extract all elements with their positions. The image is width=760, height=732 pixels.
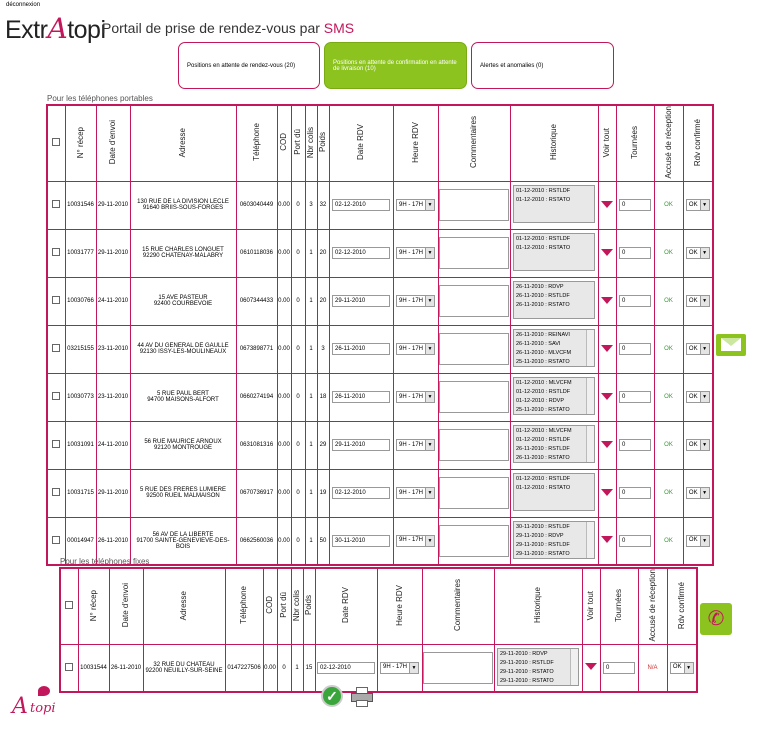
comment-textarea[interactable] (439, 429, 509, 461)
col-nbr-colis: Nbr colis (291, 568, 303, 644)
nbr-colis: 1 (305, 517, 317, 565)
row-checkbox[interactable] (47, 325, 65, 373)
comment-textarea[interactable] (439, 381, 509, 413)
chevron-down-icon: ▼ (700, 440, 709, 450)
tournee-input[interactable]: 0 (619, 391, 651, 403)
logo-a: A (47, 12, 68, 45)
table-row (47, 229, 713, 277)
col-accuse: Accusé de réception (638, 568, 667, 644)
col-poids: Poids (303, 568, 315, 644)
history-entry: 01-12-2010 : RSTLDF (516, 476, 571, 482)
history-entry: 26-11-2010 : RSTATO (516, 455, 570, 461)
poids: 20 (317, 229, 329, 277)
recep-number: 10030766 (65, 277, 96, 325)
chevron-down-icon: ▼ (425, 248, 434, 258)
col-historique: Historique (510, 105, 598, 181)
table-row (47, 277, 713, 325)
table-row (47, 373, 713, 421)
col-commentaires: Commentaires (438, 105, 510, 181)
telephone: 0607344433 (236, 277, 277, 325)
history-entry: 01-12-2010 : RDVP (516, 398, 564, 404)
chevron-down-icon: ▼ (700, 248, 709, 258)
accuse-status: N/A (638, 644, 667, 692)
recep-number: 10031546 (65, 181, 96, 229)
tab-alerts[interactable]: Alertes et anomalies (0) (471, 42, 614, 89)
show-all-triangle-icon[interactable] (601, 441, 613, 448)
history-entry: 01-12-2010 : RSTLDF (516, 437, 571, 443)
print-icon[interactable] (351, 687, 373, 707)
chevron-down-icon: ▼ (425, 296, 434, 306)
rdv-hour-select[interactable]: 9H - 17H ▼ (396, 247, 435, 259)
address: 44 AV DU GENERAL DE GAULLE 92130 ISSY-LES-MOULINEAUX (130, 325, 236, 373)
chevron-down-icon: ▼ (700, 488, 709, 498)
rdv-date-input[interactable]: 29-11-2010 (332, 295, 390, 307)
send-date: 26-11-2010 (96, 517, 130, 565)
rdv-confirm-select[interactable]: OK ▼ (686, 391, 710, 403)
port-du: 0 (291, 421, 305, 469)
cod: 0.00 (277, 277, 291, 325)
rdv-date-input[interactable]: 26-11-2010 (332, 391, 390, 403)
col-tournees: Tournées (616, 105, 654, 181)
col-adresse: Adresse (130, 105, 236, 181)
rdv-hour-select[interactable]: 9H - 17H ▼ (396, 487, 435, 499)
show-all-triangle-icon[interactable] (601, 393, 613, 400)
telephone: 0662560036 (236, 517, 277, 565)
address: 130 RUE DE LA DIVISION LECLE 91640 BRIIS-SOUS-FORGES (130, 181, 236, 229)
history-entry: 26-11-2010 : RSTLDF (516, 446, 570, 452)
send-date: 26-11-2010 (109, 644, 143, 692)
send-date: 24-11-2010 (96, 421, 130, 469)
col-commentaires: Commentaires (422, 568, 494, 644)
accuse-status: OK (654, 181, 683, 229)
history-entry: 01-12-2010 : RSTLDF (516, 236, 571, 242)
col-port-du: Port dû (291, 105, 305, 181)
chevron-down-icon: ▼ (409, 663, 418, 673)
address: 5 RUE PAUL BERT 94700 MAISONS-ALFORT (130, 373, 236, 421)
rdv-date-input[interactable]: 02-12-2010 (332, 247, 390, 259)
history-entry: 01-12-2010 : RSTLDF (516, 389, 571, 395)
rdv-date-input[interactable]: 02-12-2010 (317, 662, 375, 674)
history-entry: 26-11-2010 : RSTATO (516, 302, 570, 308)
nbr-colis: 1 (305, 325, 317, 373)
rdv-confirm-select[interactable]: OK ▼ (686, 247, 710, 259)
history-entry: 01-12-2010 : RSTATO (516, 485, 571, 491)
poids: 20 (317, 277, 329, 325)
col-heure-rdv: Heure RDV (377, 568, 422, 644)
col-rdv-confirme: Rdv confirmé (683, 105, 713, 181)
tab-pending-confirmation[interactable]: Positions en attente de confirmation en attente de livraison (10) (324, 42, 467, 89)
portal-title: Portail de prise de rendez-vous par SMS (102, 20, 355, 36)
comment-textarea[interactable] (439, 333, 509, 365)
chevron-down-icon: ▼ (700, 536, 709, 546)
accuse-status: OK (654, 469, 683, 517)
tournee-input[interactable]: 0 (619, 199, 651, 211)
recep-number: 10031777 (65, 229, 96, 277)
hummingbird-icon (38, 686, 50, 696)
select-all-checkbox[interactable] (47, 105, 65, 181)
address: 56 RUE MAURICE ARNOUX 92120 MONTROUGE (130, 421, 236, 469)
col-telephone: Téléphone (225, 568, 263, 644)
table-row (47, 325, 713, 373)
accuse-status: OK (654, 229, 683, 277)
rdv-confirm-select[interactable]: OK ▼ (686, 439, 710, 451)
col-date-envoi: Date d'envoi (96, 105, 130, 181)
poids: 15 (303, 644, 315, 692)
recep-number: 00014947 (65, 517, 96, 565)
show-all-triangle-icon[interactable] (601, 201, 613, 208)
tournee-input[interactable]: 0 (619, 247, 651, 259)
history-list[interactable] (513, 473, 595, 511)
show-all-triangle-icon[interactable] (601, 249, 613, 256)
table-row (47, 181, 713, 229)
show-all-triangle-icon[interactable] (601, 297, 613, 304)
port-du: 0 (291, 469, 305, 517)
col-cod: COD (263, 568, 277, 644)
address: 15 RUE CHARLES LONGUET 92290 CHATENAY-MALABRY (130, 229, 236, 277)
nbr-colis: 1 (305, 373, 317, 421)
nbr-colis: 3 (305, 181, 317, 229)
rdv-confirm-select[interactable]: OK ▼ (686, 343, 710, 355)
telephone: 0670736917 (236, 469, 277, 517)
recep-number: 10031715 (65, 469, 96, 517)
extratopi-logo (5, 12, 106, 45)
fixed-table (59, 567, 698, 693)
history-entry: 26-11-2010 : MLVCFM (516, 350, 572, 356)
tournee-input[interactable]: 0 (619, 295, 651, 307)
accuse-status: OK (654, 517, 683, 565)
history-entry: 26-11-2010 : RDVP (516, 284, 564, 290)
telephone: 0660274194 (236, 373, 277, 421)
history-entry: 29-11-2010 : RSTLDF (500, 659, 554, 666)
history-entry: 26-11-2010 : RSTLDF (516, 293, 570, 299)
col-recep: N° récep (78, 568, 109, 644)
tournee-input[interactable]: 0 (603, 662, 635, 674)
comment-textarea[interactable] (439, 237, 509, 269)
col-cod: COD (277, 105, 291, 181)
send-date: 29-11-2010 (96, 229, 130, 277)
footer-atopi-logo: A topi (8, 686, 68, 726)
table-row (47, 421, 713, 469)
send-date: 23-11-2010 (96, 325, 130, 373)
row-checkbox[interactable] (47, 373, 65, 421)
cod: 0.00 (277, 325, 291, 373)
nbr-colis: 1 (305, 421, 317, 469)
rdv-date-input[interactable]: 29-11-2010 (332, 439, 390, 451)
port-du: 0 (291, 325, 305, 373)
cod: 0.00 (277, 517, 291, 565)
cod: 0.00 (277, 421, 291, 469)
rdv-date-input[interactable]: 30-11-2010 (332, 535, 390, 547)
accuse-status: OK (654, 373, 683, 421)
history-list[interactable] (497, 648, 579, 686)
cod: 0.00 (277, 469, 291, 517)
nbr-colis: 1 (305, 277, 317, 325)
history-entry: 29-11-2010 : RDVP (500, 650, 548, 657)
row-checkbox[interactable] (47, 181, 65, 229)
col-tournees: Tournées (600, 568, 638, 644)
poids: 19 (317, 469, 329, 517)
section-mobile-label: Pour les téléphones portables (47, 94, 153, 103)
port-du: 0 (291, 373, 305, 421)
rdv-hour-select[interactable]: 9H - 17H ▼ (396, 439, 435, 451)
port-du: 0 (291, 229, 305, 277)
history-scrollbar[interactable] (570, 649, 578, 685)
chevron-down-icon: ▼ (425, 488, 434, 498)
accuse-status: OK (654, 277, 683, 325)
table-row (47, 469, 713, 517)
col-telephone: Téléphone (236, 105, 277, 181)
history-scrollbar[interactable] (586, 426, 594, 462)
rdv-confirm-select[interactable]: OK ▼ (686, 535, 710, 547)
nbr-colis: 1 (305, 229, 317, 277)
logout-link[interactable]: déconnexion (6, 2, 41, 8)
history-list[interactable] (513, 425, 595, 463)
cod: 0.00 (277, 229, 291, 277)
col-rdv-confirme: Rdv confirmé (667, 568, 697, 644)
col-date-envoi: Date d'envoi (109, 568, 143, 644)
rdv-confirm-select[interactable]: OK ▼ (686, 295, 710, 307)
port-du: 0 (291, 181, 305, 229)
recep-number: 10031544 (78, 644, 109, 692)
history-entry: 30-11-2010 : RSTLDF (516, 523, 570, 530)
history-list[interactable] (513, 521, 595, 559)
mobile-table (46, 104, 714, 566)
rdv-confirm-select[interactable]: OK ▼ (686, 487, 710, 499)
history-entry: 29-11-2010 : RSTATO (500, 668, 554, 675)
history-entry: 26-11-2010 : REINAVI (516, 332, 570, 338)
send-sms-mail-icon[interactable] (716, 334, 746, 356)
history-scrollbar[interactable] (586, 378, 594, 414)
col-accuse: Accusé de réception (654, 105, 683, 181)
history-entry: 01-12-2010 : RSTATO (516, 197, 571, 203)
history-entry: 29-11-2010 : RSTLDF (516, 541, 570, 548)
history-scrollbar[interactable] (586, 522, 594, 558)
row-checkbox[interactable] (47, 229, 65, 277)
cod: 0.00 (263, 644, 277, 692)
comment-textarea[interactable] (439, 285, 509, 317)
comment-textarea[interactable] (423, 652, 493, 684)
col-recep: N° récep (65, 105, 96, 181)
address: 15 AVE PASTEUR 92400 COURBEVOIE (130, 277, 236, 325)
col-heure-rdv: Heure RDV (393, 105, 438, 181)
logo-text-pre: Extr (5, 16, 48, 44)
rdv-hour-select[interactable]: 9H - 17H ▼ (380, 662, 419, 674)
portal-sms: SMS (323, 20, 355, 36)
telephone: 0673898771 (236, 325, 277, 373)
telephone: 0631081316 (236, 421, 277, 469)
col-voir-tout: Voir tout (582, 568, 600, 644)
history-entry: 01-12-2010 : RSTATO (516, 245, 571, 251)
comment-textarea[interactable] (439, 525, 509, 557)
nbr-colis: 1 (305, 469, 317, 517)
col-port-du: Port dû (277, 568, 291, 644)
row-checkbox[interactable] (47, 469, 65, 517)
poids: 3 (317, 325, 329, 373)
history-list[interactable] (513, 281, 595, 319)
mobile-header-row (47, 105, 713, 181)
tournee-input[interactable]: 0 (619, 487, 651, 499)
rdv-hour-select[interactable]: 9H - 17H ▼ (396, 343, 435, 355)
rdv-hour-select[interactable]: 9H - 17H ▼ (396, 391, 435, 403)
tab-pending-rdv[interactable]: Positions en attente de rendez-vous (20) (178, 42, 320, 89)
chevron-down-icon: ▼ (700, 344, 709, 354)
tournee-input[interactable]: 0 (619, 535, 651, 547)
history-scrollbar[interactable] (586, 330, 594, 366)
poids: 29 (317, 421, 329, 469)
send-date: 29-11-2010 (96, 469, 130, 517)
accuse-status: OK (654, 325, 683, 373)
col-poids: Poids (317, 105, 329, 181)
recep-number: 03215155 (65, 325, 96, 373)
chevron-down-icon: ▼ (425, 344, 434, 354)
rdv-hour-select[interactable]: 9H - 17H ▼ (396, 295, 435, 307)
send-date: 24-11-2010 (96, 277, 130, 325)
chevron-down-icon: ▼ (425, 392, 434, 402)
show-all-triangle-icon[interactable] (601, 536, 613, 543)
phone-call-icon[interactable]: ✆ (700, 603, 732, 635)
col-adresse: Adresse (143, 568, 225, 644)
section-fixed-label: Pour les téléphones fixes (60, 557, 150, 566)
chevron-down-icon: ▼ (700, 200, 709, 210)
history-entry: 29-11-2010 : RDVP (516, 532, 564, 539)
history-list[interactable] (513, 377, 595, 415)
show-all-triangle-icon[interactable] (585, 663, 597, 670)
poids: 32 (317, 181, 329, 229)
history-list[interactable] (513, 185, 595, 223)
port-du: 0 (291, 517, 305, 565)
fixed-header-row (60, 568, 697, 644)
accuse-status: OK (654, 421, 683, 469)
chevron-down-icon: ▼ (684, 663, 693, 673)
rdv-date-input[interactable]: 26-11-2010 (332, 343, 390, 355)
history-entry: 01-12-2010 : RSTLDF (516, 188, 571, 194)
col-nbr-colis: Nbr colis (305, 105, 317, 181)
col-date-rdv: Date RDV (329, 105, 393, 181)
tournee-input[interactable]: 0 (619, 439, 651, 451)
history-entry: 29-11-2010 : RSTATO (516, 550, 570, 557)
address: 56 AV DE LA LIBERTE 91700 SAINTE-GENEVIEVE-DES-BOIS (130, 517, 236, 565)
history-entry: 25-11-2010 : RSTATO (516, 407, 570, 413)
chevron-down-icon: ▼ (425, 200, 434, 210)
port-du: 0 (277, 644, 291, 692)
col-voir-tout: Voir tout (598, 105, 616, 181)
port-du: 0 (291, 277, 305, 325)
rdv-confirm-select[interactable]: OK ▼ (686, 199, 710, 211)
chevron-down-icon: ▼ (425, 440, 434, 450)
rdv-confirm-select[interactable]: OK ▼ (670, 662, 694, 674)
show-all-triangle-icon[interactable] (601, 345, 613, 352)
history-entry: 26-11-2010 : SAVI (516, 341, 561, 347)
row-checkbox[interactable] (47, 277, 65, 325)
address: 32 RUE DU CHATEAU 92200 NEUILLY-SUR-SEINE (143, 644, 225, 692)
rdv-hour-select[interactable]: 9H - 17H ▼ (396, 535, 435, 547)
poids: 50 (317, 517, 329, 565)
send-date: 29-11-2010 (96, 181, 130, 229)
comment-textarea[interactable] (439, 189, 509, 221)
validate-check-icon[interactable]: ✓ (321, 685, 343, 707)
telephone: 0610118036 (236, 229, 277, 277)
tournee-input[interactable]: 0 (619, 343, 651, 355)
address: 5 RUE DES FRERES LUMIERE 92500 RUEIL MALMAISON (130, 469, 236, 517)
history-entry: 25-11-2010 : RSTATO (516, 359, 570, 365)
select-all-checkbox-fixed[interactable] (60, 568, 78, 644)
history-list[interactable] (513, 329, 595, 367)
telephone: 0147227506 (225, 644, 263, 692)
table-row (60, 644, 697, 692)
rdv-date-input[interactable]: 02-12-2010 (332, 487, 390, 499)
logo-text-post: topi (67, 16, 106, 44)
comment-textarea[interactable] (439, 477, 509, 509)
cod: 0.00 (277, 181, 291, 229)
chevron-down-icon: ▼ (700, 392, 709, 402)
rdv-date-input[interactable]: 02-12-2010 (332, 199, 390, 211)
row-checkbox[interactable] (47, 421, 65, 469)
history-list[interactable] (513, 233, 595, 271)
row-checkbox[interactable] (60, 644, 78, 692)
col-date-rdv: Date RDV (315, 568, 377, 644)
history-entry: 29-11-2010 : RSTATO (500, 677, 554, 684)
telephone: 0603040449 (236, 181, 277, 229)
chevron-down-icon: ▼ (700, 296, 709, 306)
recep-number: 10031091 (65, 421, 96, 469)
nbr-colis: 1 (291, 644, 303, 692)
history-entry: 01-12-2010 : MLVCFM (516, 380, 572, 386)
history-entry: 01-12-2010 : MLVCFM (516, 428, 572, 434)
recep-number: 10030773 (65, 373, 96, 421)
send-date: 23-11-2010 (96, 373, 130, 421)
show-all-triangle-icon[interactable] (601, 489, 613, 496)
chevron-down-icon: ▼ (425, 536, 434, 546)
poids: 18 (317, 373, 329, 421)
rdv-hour-select[interactable]: 9H - 17H ▼ (396, 199, 435, 211)
cod: 0.00 (277, 373, 291, 421)
col-historique: Historique (494, 568, 582, 644)
